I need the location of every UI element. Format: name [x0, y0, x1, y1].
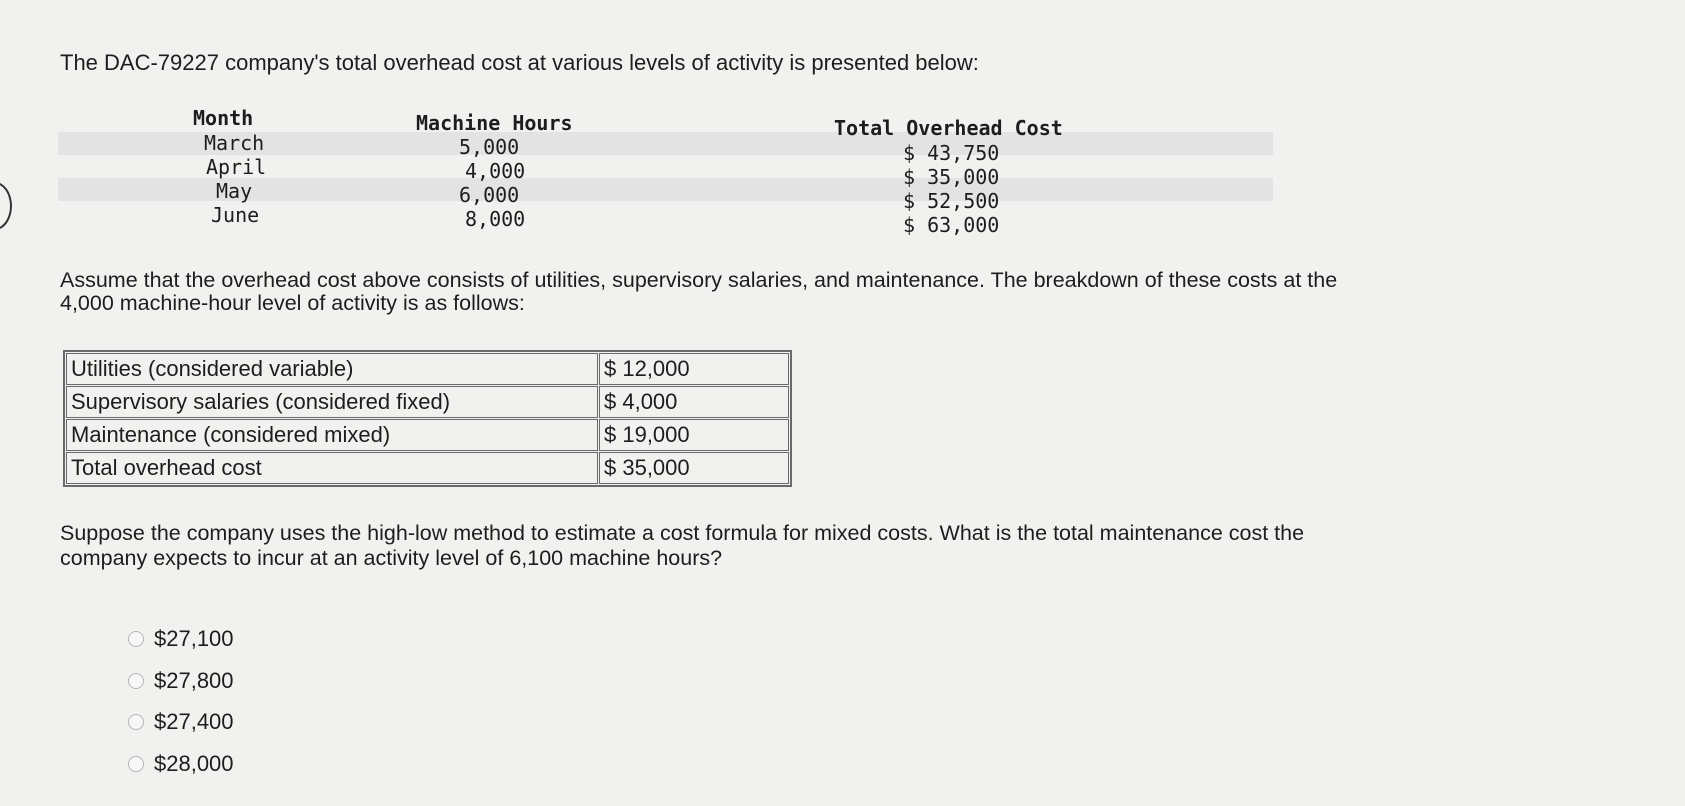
option-label: $27,100 — [154, 626, 234, 651]
month-cell: March — [204, 131, 265, 155]
breakdown-label: Utilities (considered variable) — [66, 353, 598, 385]
breakdown-value: $ 35,000 — [599, 452, 789, 484]
cost-cell: $ 35,000 — [903, 165, 1000, 189]
table-row — [66, 353, 789, 385]
table-row — [66, 386, 789, 418]
breakdown-value: $ 19,000 — [599, 419, 789, 451]
option-label: $28,000 — [154, 751, 234, 776]
month-cell: May — [216, 179, 253, 203]
question-line1: Suppose the company uses the high-low method to estimate a cost formula for mixed costs. What is the total maintenance cost the — [60, 521, 1305, 545]
option-label: $27,400 — [154, 709, 234, 734]
radio-button[interactable] — [128, 714, 144, 730]
header-machine-hours: Machine Hours — [416, 111, 573, 135]
option-label: $27,800 — [154, 668, 234, 693]
intro-text: The DAC-79227 company's total overhead cost at various levels of activity is presented below: — [60, 50, 979, 75]
radio-button[interactable] — [128, 673, 144, 689]
header-month: Month — [193, 106, 254, 130]
hours-cell: 5,000 — [459, 135, 520, 159]
left-edge-arc — [0, 182, 12, 230]
breakdown-value: $ 12,000 — [599, 353, 789, 385]
hours-cell: 6,000 — [459, 183, 520, 207]
month-cell: June — [211, 203, 260, 227]
breakdown-intro-line1: Assume that the overhead cost above consists of utilities, supervisory salaries, and maintenance. The breakdown of these costs at the — [60, 268, 1338, 292]
cost-breakdown-table — [63, 350, 792, 487]
month-cell: April — [206, 155, 267, 179]
hours-cell: 8,000 — [465, 207, 526, 231]
cost-cell: $ 43,750 — [903, 141, 1000, 165]
answer-option[interactable] — [128, 626, 234, 652]
table-row — [66, 452, 789, 484]
breakdown-label: Supervisory salaries (considered fixed) — [66, 386, 598, 418]
answer-option[interactable] — [128, 751, 234, 777]
breakdown-label: Total overhead cost — [66, 452, 598, 484]
breakdown-value: $ 4,000 — [599, 386, 789, 418]
question-line2: company expects to incur at an activity level of 6,100 machine hours? — [60, 546, 723, 570]
cost-cell: $ 63,000 — [903, 213, 1000, 237]
radio-button[interactable] — [128, 631, 144, 647]
hours-cell: 4,000 — [465, 159, 526, 183]
answer-option[interactable] — [128, 709, 234, 735]
cost-cell: $ 52,500 — [903, 189, 1000, 213]
header-total-overhead: Total Overhead Cost — [834, 116, 1063, 140]
breakdown-label: Maintenance (considered mixed) — [66, 419, 598, 451]
radio-button[interactable] — [128, 756, 144, 772]
table-row — [66, 419, 789, 451]
answer-option[interactable] — [128, 668, 234, 694]
breakdown-intro-line2: 4,000 machine-hour level of activity is as follows: — [60, 291, 525, 315]
